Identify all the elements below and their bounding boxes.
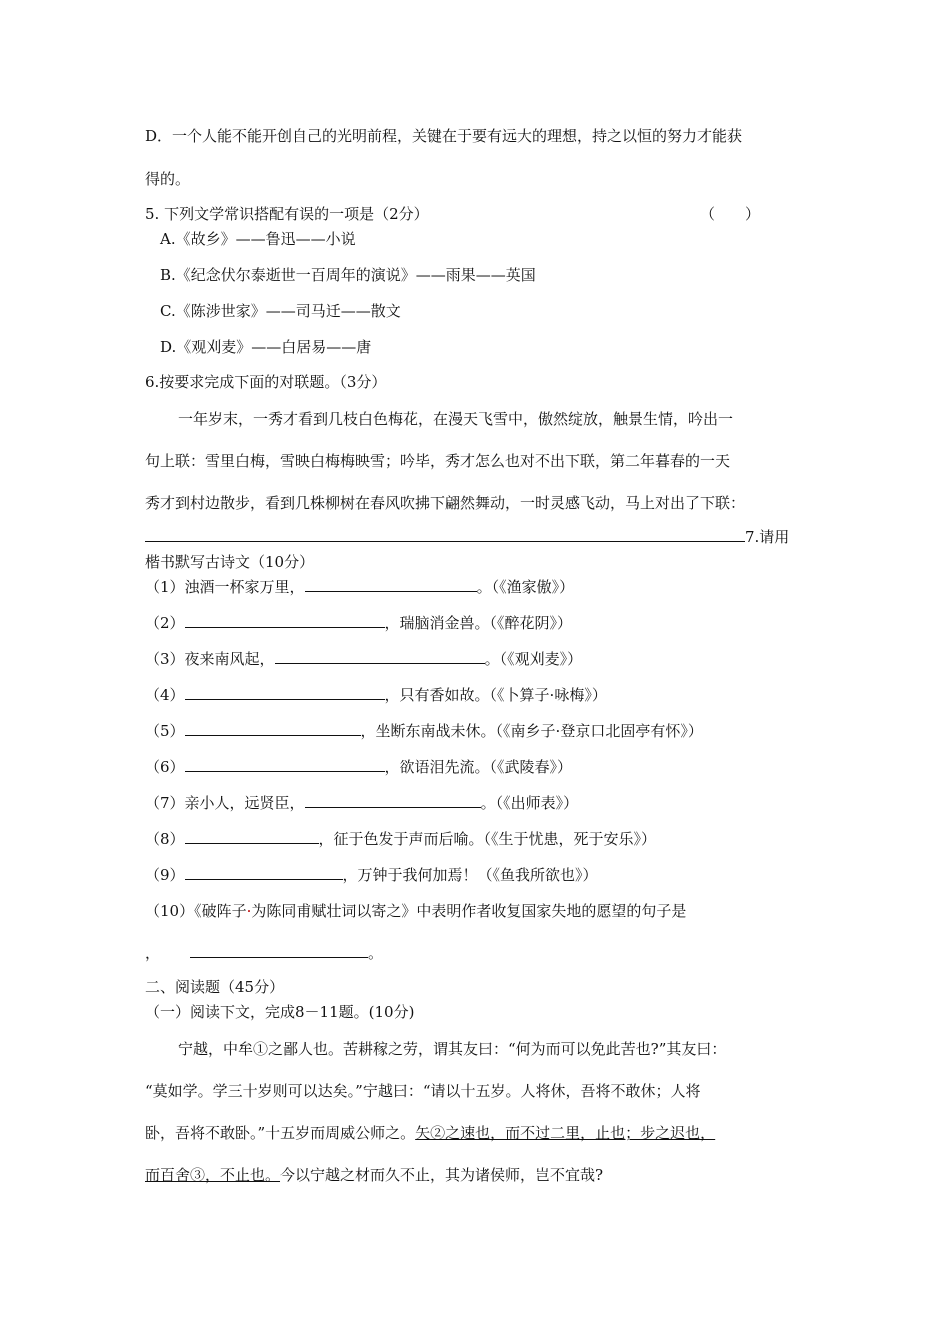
item-before: 浊酒一杯家万里， <box>184 578 305 596</box>
item-after: 。（《渔家傲》） <box>476 578 575 596</box>
q7-number-tail: 7.请用 <box>745 528 790 546</box>
item-after: ，征于色发于声而后喻。（《生于忧患，死于安乐》） <box>318 830 657 848</box>
answer-blank[interactable] <box>185 721 361 736</box>
q7-item-2 <box>145 613 572 633</box>
item-number: （5） <box>145 722 185 740</box>
passage-line4 <box>145 1165 603 1185</box>
item-before: 亲小人，远贤臣， <box>184 794 305 812</box>
item-after: ，瑞脑消金兽。（《醉花阴》） <box>384 614 573 632</box>
answer-blank[interactable] <box>185 865 343 880</box>
item10-answer-blank[interactable] <box>190 943 368 958</box>
item-number: （8） <box>145 830 185 848</box>
item-number: （1） <box>145 578 185 596</box>
passage-line1: 宁越，中牟①之鄙人也。苦耕稼之劳，谓其友曰：“何为而可以免此苦也?”其友曰： <box>178 1040 727 1058</box>
passage-line4-plain: 今以宁越之材而久不止，其为诸侯师，岂不宜哉? <box>280 1166 604 1184</box>
passage-line3 <box>145 1123 715 1143</box>
item-after: ，万钟于我何加焉！（《鱼我所欲也》） <box>342 866 598 884</box>
item10-text-b: 为陈同甫赋壮词以寄之》中表明作者收复国家失地的愿望的句子是 <box>251 902 687 920</box>
q5-option-a: A.《故乡》——鲁迅——小说 <box>160 230 356 248</box>
answer-blank[interactable] <box>305 577 477 592</box>
item-after: 。（《观刈麦》） <box>484 650 583 668</box>
passage-underlined-sentence-b: 而百舍③，不止也。 <box>145 1166 281 1184</box>
item10-comma: ， <box>145 944 161 962</box>
passage-line3-plain: 卧，吾将不敢卧。”十五岁而周威公师之。 <box>145 1124 416 1142</box>
answer-blank[interactable] <box>275 649 485 664</box>
answer-blank[interactable] <box>305 793 481 808</box>
q5-stem: 5. 下列文学常识搭配有误的一项是（2分） <box>145 205 429 223</box>
q4-option-d-line2: 得的。 <box>145 170 191 188</box>
q7-item-9 <box>145 865 598 885</box>
q6-stem: 6.按要求完成下面的对联题。（3分） <box>145 373 387 391</box>
item-number: （3） <box>145 650 185 668</box>
answer-blank[interactable] <box>185 829 319 844</box>
section2-sub1: （一）阅读下文，完成8－11题。(10分) <box>145 1003 415 1021</box>
answer-blank[interactable] <box>185 757 385 772</box>
item-after: ，欲语泪先流。（《武陵春》） <box>384 758 573 776</box>
item-after: 。（《出师表》） <box>480 794 579 812</box>
item-number: （7） <box>145 794 185 812</box>
item10-text-a: （10）《破阵子 <box>145 902 247 920</box>
item-after: ，只有香如故。（《卜算子·咏梅》） <box>384 686 607 704</box>
item-after: ，坐断东南战未休。（《南乡子·登京口北固亭有怀》） <box>360 722 703 740</box>
q5-answer-paren: （ ） <box>700 205 761 223</box>
q7-item-6 <box>145 757 572 777</box>
q7-item-8 <box>145 829 656 849</box>
answer-blank[interactable] <box>185 613 385 628</box>
item-number: （6） <box>145 758 185 776</box>
item-number: （2） <box>145 614 185 632</box>
q7-item-1 <box>145 577 574 597</box>
q5-option-b: B.《纪念伏尔泰逝世一百周年的演说》——雨果——英国 <box>160 266 536 284</box>
item-number: （9） <box>145 866 185 884</box>
q6-para-line1: 一年岁末，一秀才看到几枝白色梅花，在漫天飞雪中，傲然绽放，触景生情，吟出一 <box>178 410 734 428</box>
item10-red-dot: · <box>246 902 252 920</box>
passage-underlined-sentence-a: 矢②之速也，而不过二里，止也；步之迟也， <box>415 1124 716 1142</box>
answer-blank[interactable] <box>185 685 385 700</box>
q7-item-4 <box>145 685 607 705</box>
q7-item-7 <box>145 793 578 813</box>
item-number: （4） <box>145 686 185 704</box>
q6-para-line2: 句上联：雪里白梅，雪映白梅梅映雪；吟毕，秀才怎么也对不出下联，第二年暮春的一天 <box>145 452 731 470</box>
q5-option-d: D.《观刈麦》——白居易——唐 <box>160 338 372 356</box>
item10-end: 。 <box>368 944 384 962</box>
q6-para-line3: 秀才到村边散步，看到几株柳树在春风吹拂下翩然舞动，一时灵感飞动，马上对出了下联： <box>145 494 746 512</box>
q7-item-10 <box>145 901 686 921</box>
item-before: 夜来南风起， <box>184 650 275 668</box>
q4-option-d-line1: D．一个人能不能开创自己的光明前程，关键在于要有远大的理想，持之以恒的努力才能获 <box>145 127 743 145</box>
q7-stem: 楷书默写古诗文（10分） <box>145 553 315 571</box>
q5-option-c: C.《陈涉世家》——司马迁——散文 <box>160 302 401 320</box>
q7-item-10-answer <box>145 943 383 963</box>
passage-line2: “莫如学。学三十岁则可以达矣。”宁越曰：“请以十五岁。人将休，吾将不敢休；人将 <box>145 1082 701 1100</box>
q7-item-5 <box>145 721 703 741</box>
section2-title: 二、阅读题（45分） <box>145 978 285 996</box>
q6-answer-blank[interactable] <box>145 527 745 542</box>
q6-answer-line[interactable] <box>145 527 789 547</box>
q7-item-3 <box>145 649 582 669</box>
